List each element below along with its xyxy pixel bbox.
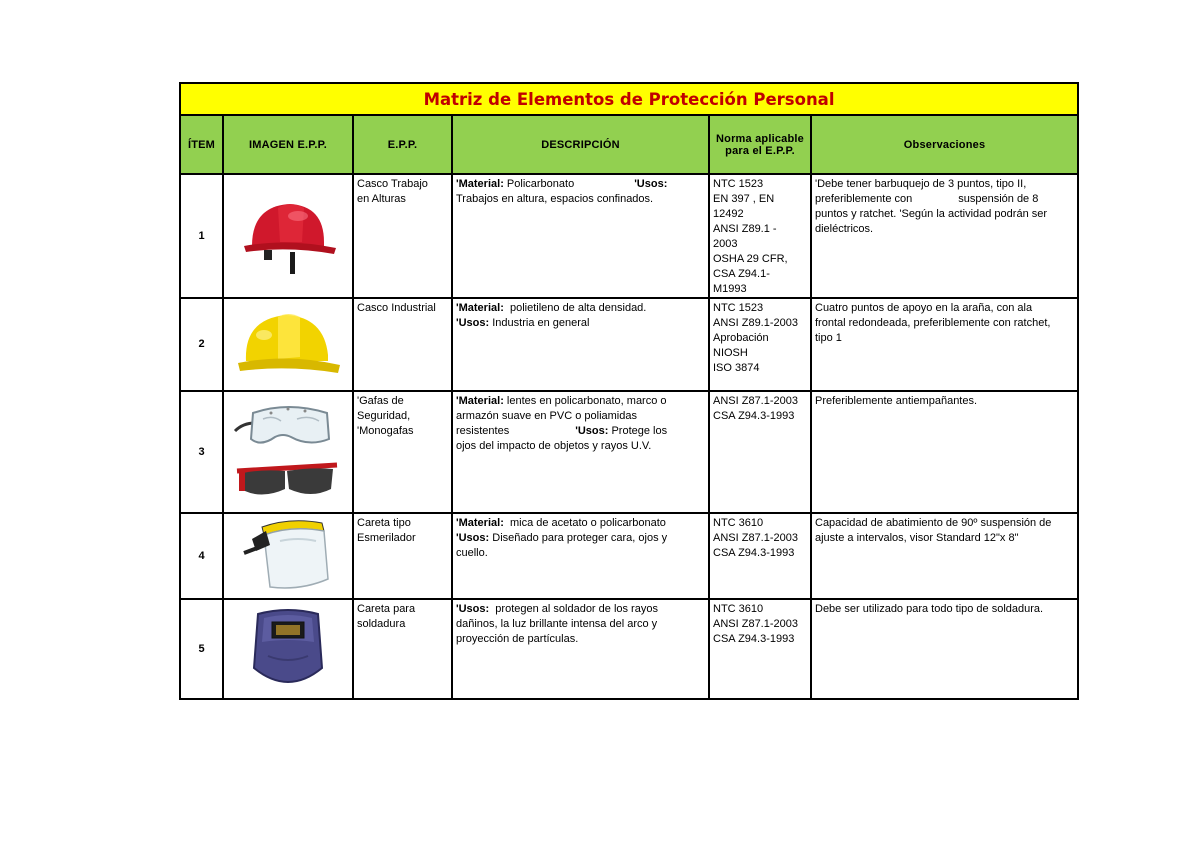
- norma-line: OSHA 29 CFR,: [713, 253, 788, 265]
- norma-line: NTC 1523: [713, 178, 764, 190]
- epp-name-cell: [353, 298, 452, 391]
- description-cell: [452, 599, 709, 699]
- desc-text: dañinos, la luz brillante intensa del arco y: [456, 618, 658, 630]
- desc-text: armazón suave en PVC o poliamidas: [456, 410, 637, 422]
- norma-cell: [709, 513, 811, 599]
- obs-line: puntos y ratchet. 'Según la actividad podrán ser: [815, 208, 1048, 220]
- obs-line: suspensión de 8: [958, 193, 1039, 205]
- obs-line: 'Debe tener barbuquejo de 3 puntos, tipo II,: [815, 178, 1027, 190]
- observations-cell: [811, 513, 1078, 599]
- epp-name-cell: [353, 599, 452, 699]
- epp-name-line: Careta tipo: [357, 517, 411, 529]
- item-number: 2: [180, 298, 223, 391]
- norma-line: NTC 1523: [713, 302, 764, 314]
- norma-cell: [709, 298, 811, 391]
- table-row: [180, 599, 1078, 699]
- face-shield-icon: [240, 517, 336, 595]
- observations-cell: [811, 599, 1078, 699]
- obs-line: Preferiblemente antiempañantes.: [815, 395, 978, 407]
- epp-image-cell: [223, 391, 353, 513]
- obs-line: Debe ser utilizado para todo tipo de soldadura.: [815, 603, 1044, 615]
- desc-text: polietileno de alta densidad.: [503, 302, 647, 314]
- norma-line: ANSI Z87.1-2003: [713, 395, 798, 407]
- obs-line: Capacidad de abatimiento de 90º suspensión de: [815, 517, 1052, 529]
- table-row: [180, 391, 1078, 513]
- description-cell: [452, 391, 709, 513]
- epp-name-line: Esmerilador: [357, 532, 416, 544]
- epp-matrix-table: [179, 82, 1079, 700]
- epp-name-line: Casco Industrial: [357, 302, 436, 314]
- header-item: ÍTEM: [180, 115, 223, 174]
- epp-image-cell: [223, 174, 353, 298]
- header-imagen: IMAGEN E.P.P.: [223, 115, 353, 174]
- desc-text: Trabajos en altura, espacios confinados.: [456, 193, 654, 205]
- desc-text: proyección de partículas.: [456, 633, 579, 645]
- welding-mask-icon: [248, 606, 328, 692]
- norma-line: ANSI Z87.1-2003: [713, 532, 798, 544]
- epp-name-line: 'Monogafas: [357, 425, 414, 437]
- epp-name-line: Seguridad,: [357, 410, 411, 422]
- norma-line: NTC 3610: [713, 603, 764, 615]
- epp-image-cell: [223, 298, 353, 391]
- desc-text: Diseñado para proteger cara, ojos y: [489, 532, 668, 544]
- norma-cell: [709, 174, 811, 298]
- desc-label: 'Usos:: [456, 317, 490, 329]
- norma-line: ISO 3874: [713, 362, 760, 374]
- norma-cell: [709, 391, 811, 513]
- observations-cell: [811, 174, 1078, 298]
- epp-name-cell: [353, 391, 452, 513]
- desc-label: 'Usos:: [634, 178, 668, 190]
- epp-image-cell: [223, 513, 353, 599]
- item-number: 1: [180, 174, 223, 298]
- header-epp: E.P.P.: [353, 115, 452, 174]
- norma-line: CSA Z94.3-1993: [713, 410, 795, 422]
- desc-text: protegen al soldador de los rayos: [489, 603, 658, 615]
- epp-name-cell: [353, 513, 452, 599]
- description-cell: [452, 174, 709, 298]
- observations-cell: [811, 391, 1078, 513]
- obs-line: preferiblemente con: [815, 193, 913, 205]
- desc-label: 'Material:: [456, 178, 504, 190]
- obs-line: ajuste a intervalos, visor Standard 12"x 8": [815, 532, 1019, 544]
- desc-label: 'Material:: [456, 302, 504, 314]
- desc-text: lentes en policarbonato, marco o: [503, 395, 667, 407]
- norma-line: 12492: [713, 208, 744, 220]
- obs-line: dieléctricos.: [815, 223, 874, 235]
- desc-text: mica de acetato o policarbonato: [503, 517, 666, 529]
- description-cell: [452, 298, 709, 391]
- desc-text: Industria en general: [489, 317, 590, 329]
- header-row: [180, 115, 1078, 174]
- obs-line: Cuatro puntos de apoyo en la araña, con ala: [815, 302, 1033, 314]
- desc-label: 'Material:: [456, 395, 504, 407]
- epp-name-line: 'Gafas de: [357, 395, 404, 407]
- norma-line: NIOSH: [713, 347, 748, 359]
- header-norma-line2: para el E.P.P.: [725, 144, 795, 157]
- norma-line: ANSI Z89.1 -: [713, 223, 777, 235]
- norma-line: EN 397 , EN: [713, 193, 775, 205]
- norma-line: M1993: [713, 283, 747, 295]
- header-norma: [709, 115, 811, 174]
- norma-line: NTC 3610: [713, 517, 764, 529]
- desc-text: Protege los: [608, 425, 668, 437]
- epp-name-line: soldadura: [357, 618, 406, 630]
- table-title: Matriz de Elementos de Protección Personal: [180, 83, 1078, 115]
- desc-text: resistentes: [456, 425, 510, 437]
- norma-line: ANSI Z87.1-2003: [713, 618, 798, 630]
- obs-line: frontal redondeada, preferiblemente con ratchet,: [815, 317, 1051, 329]
- safety-goggles-icon: [233, 401, 343, 453]
- desc-text: ojos del impacto de objetos y rayos U.V.: [456, 440, 652, 452]
- epp-name-line: Casco Trabajo: [357, 178, 428, 190]
- desc-label: 'Usos:: [456, 532, 490, 544]
- obs-line: tipo 1: [815, 332, 842, 344]
- item-number: 4: [180, 513, 223, 599]
- desc-text: Policarbonato: [503, 178, 575, 190]
- desc-label: 'Usos:: [456, 603, 490, 615]
- table-row: [180, 298, 1078, 391]
- item-number: 5: [180, 599, 223, 699]
- norma-cell: [709, 599, 811, 699]
- description-cell: [452, 513, 709, 599]
- epp-image-cell: [223, 599, 353, 699]
- table-row: [180, 174, 1078, 298]
- norma-line: Aprobación: [713, 332, 769, 344]
- header-descripcion: DESCRIPCIÓN: [452, 115, 709, 174]
- epp-name-line: Careta para: [357, 603, 416, 615]
- item-number: 3: [180, 391, 223, 513]
- yellow-hard-hat-icon: [234, 307, 342, 383]
- desc-text: cuello.: [456, 547, 488, 559]
- header-norma-line1: Norma aplicable: [716, 132, 804, 145]
- desc-label: 'Usos:: [575, 425, 609, 437]
- red-hard-hat-icon: [238, 196, 338, 276]
- norma-line: 2003: [713, 238, 738, 250]
- epp-name-line: en Alturas: [357, 193, 406, 205]
- norma-line: CSA Z94.1-: [713, 268, 770, 280]
- norma-line: CSA Z94.3-1993: [713, 547, 795, 559]
- table-row: [180, 513, 1078, 599]
- header-observaciones: Observaciones: [811, 115, 1078, 174]
- safety-glasses-icon: [233, 459, 343, 503]
- norma-line: CSA Z94.3-1993: [713, 633, 795, 645]
- observations-cell: [811, 298, 1078, 391]
- norma-line: ANSI Z89.1-2003: [713, 317, 798, 329]
- epp-name-cell: [353, 174, 452, 298]
- title-row: [180, 83, 1078, 115]
- desc-label: 'Material:: [456, 517, 504, 529]
